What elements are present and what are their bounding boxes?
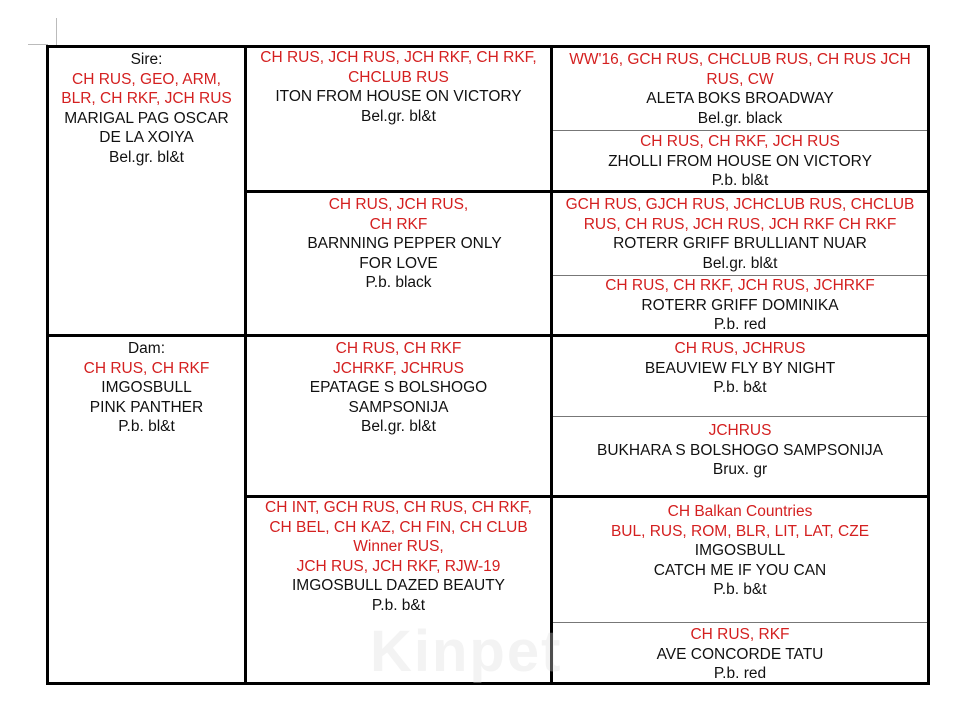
- column-divider: [244, 48, 247, 685]
- sire-heading: Sire:: [130, 51, 163, 68]
- sire-title-line: BLR, CH RKF, JCH RUS: [61, 90, 232, 107]
- row-divider: [247, 495, 927, 498]
- dog-name: BEAUVIEW FLY BY NIGHT: [644, 359, 836, 377]
- column-divider: [550, 48, 553, 685]
- dog-color: P.b. red: [713, 316, 767, 333]
- titles-line: CH RUS, CH RKF, JCH RUS, JCHRKF: [605, 277, 875, 294]
- titles-line: Winner RUS,: [353, 538, 444, 555]
- great-grandparent-cell: [553, 193, 927, 275]
- titles-line: BUL, RUS, ROM, BLR, LIT, LAT, CZE: [610, 522, 870, 540]
- grandparent-cell: [247, 48, 550, 190]
- titles-line: CHCLUB RUS: [348, 68, 449, 86]
- titles-line: JCH RUS, JCH RKF, RJW-19: [296, 557, 501, 575]
- titles-line: CH Balkan Countries: [667, 503, 813, 520]
- page-corner-mark-horizontal: [28, 44, 48, 45]
- dog-color: P.b. red: [713, 665, 767, 682]
- dog-color: Brux. gr: [712, 461, 768, 478]
- dog-name: BARNNING PEPPER ONLY: [307, 235, 502, 252]
- titles-line: JCHRUS: [708, 422, 772, 439]
- sire-color: Bel.gr. bl&t: [109, 148, 184, 166]
- dam-color: P.b. bl&t: [118, 418, 175, 435]
- titles-line: CH RUS, RKF: [690, 626, 790, 643]
- dog-name: SAMPSONIJA: [348, 398, 449, 416]
- dam-title-line: CH RUS, CH RKF: [83, 359, 210, 377]
- great-grandparent-cell: [553, 623, 927, 685]
- great-grandparent-cell: [553, 498, 927, 622]
- dog-name: ITON FROM HOUSE ON VICTORY: [275, 88, 522, 105]
- row-divider: [49, 334, 927, 337]
- titles-line: GCH RUS, GJCH RUS, JCHCLUB RUS, CHCLUB: [565, 196, 915, 213]
- titles-line: JCHRKF, JCHRUS: [333, 359, 464, 377]
- dog-name: CATCH ME IF YOU CAN: [653, 561, 827, 579]
- row-divider-thin: [553, 275, 927, 276]
- dog-name: ALETA BOKS BROADWAY: [646, 90, 834, 107]
- page-corner-mark-vertical: [56, 18, 57, 46]
- watermark-logo: Kinpet: [370, 619, 563, 684]
- titles-line: WW'16, GCH RUS, CHCLUB RUS, CH RUS JCH: [569, 51, 911, 68]
- great-grandparent-cell: [553, 276, 927, 334]
- great-grandparent-cell: [553, 337, 927, 416]
- dog-name: IMGOSBULL: [694, 542, 786, 559]
- dog-color: P.b. b&t: [713, 379, 767, 396]
- dog-color: P.b. black: [365, 274, 432, 291]
- dog-color: Bel.gr. black: [697, 109, 783, 127]
- dog-name: BUKHARA S BOLSHOGO SAMPSONIJA: [597, 441, 883, 459]
- grandparent-cell: [247, 337, 550, 495]
- titles-line: CH RUS, CH RKF: [335, 340, 462, 357]
- great-grandparent-cell: [553, 48, 927, 130]
- dam-cell: [49, 337, 244, 685]
- row-divider-thin: [553, 622, 927, 623]
- sire-name-line: MARIGAL PAG OSCAR: [64, 109, 229, 127]
- dog-name: ROTERR GRIFF BRULLIANT NUAR: [613, 235, 867, 252]
- dog-color: Bel.gr. bl&t: [361, 418, 436, 435]
- titles-line: CH RUS, CH RKF, JCH RUS: [640, 133, 840, 150]
- titles-line: CH RUS, JCH RUS, JCH RKF, CH RKF,: [260, 49, 537, 66]
- great-grandparent-cell: [553, 131, 927, 190]
- dog-color: Bel.gr. bl&t: [361, 107, 436, 125]
- sire-name-line: DE LA XOIYA: [99, 129, 194, 146]
- sire-cell: [49, 48, 244, 334]
- sire-title-line: CH RUS, GEO, ARM,: [72, 70, 221, 88]
- dog-color: Bel.gr. bl&t: [702, 254, 778, 272]
- titles-line: CH BEL, CH KAZ, CH FIN, CH CLUB: [269, 518, 528, 536]
- dog-name: EPATAGE S BOLSHOGO: [309, 379, 488, 396]
- dog-color: P.b. bl&t: [711, 172, 769, 189]
- row-divider: [247, 190, 927, 193]
- dog-name: ROTERR GRIFF DOMINIKA: [641, 296, 839, 314]
- dog-name: FOR LOVE: [359, 254, 438, 272]
- dog-name: ZHOLLI FROM HOUSE ON VICTORY: [608, 152, 872, 170]
- dog-color: P.b. b&t: [371, 596, 426, 614]
- dog-name: IMGOSBULL DAZED BEAUTY: [291, 577, 506, 594]
- dam-name-line: IMGOSBULL: [101, 379, 192, 396]
- great-grandparent-cell: [553, 417, 927, 495]
- row-divider-thin: [553, 416, 927, 417]
- titles-line: RUS, CW: [706, 70, 774, 88]
- dam-name-line: PINK PANTHER: [89, 398, 204, 416]
- dog-color: P.b. b&t: [713, 581, 767, 598]
- dam-heading: Dam:: [127, 340, 166, 357]
- grandparent-cell: [247, 193, 550, 334]
- titles-line: CH RUS, JCHRUS: [674, 340, 806, 357]
- titles-line: CH RUS, JCH RUS,: [328, 196, 469, 213]
- titles-line: RUS, CH RUS, JCH RUS, JCH RKF CH RKF: [583, 215, 897, 233]
- titles-line: CH INT, GCH RUS, CH RUS, CH RKF,: [265, 499, 532, 516]
- dog-name: AVE CONCORDE TATU: [656, 645, 824, 663]
- row-divider-thin: [553, 130, 927, 131]
- titles-line: CH RKF: [369, 215, 428, 233]
- pedigree-table: [46, 45, 930, 685]
